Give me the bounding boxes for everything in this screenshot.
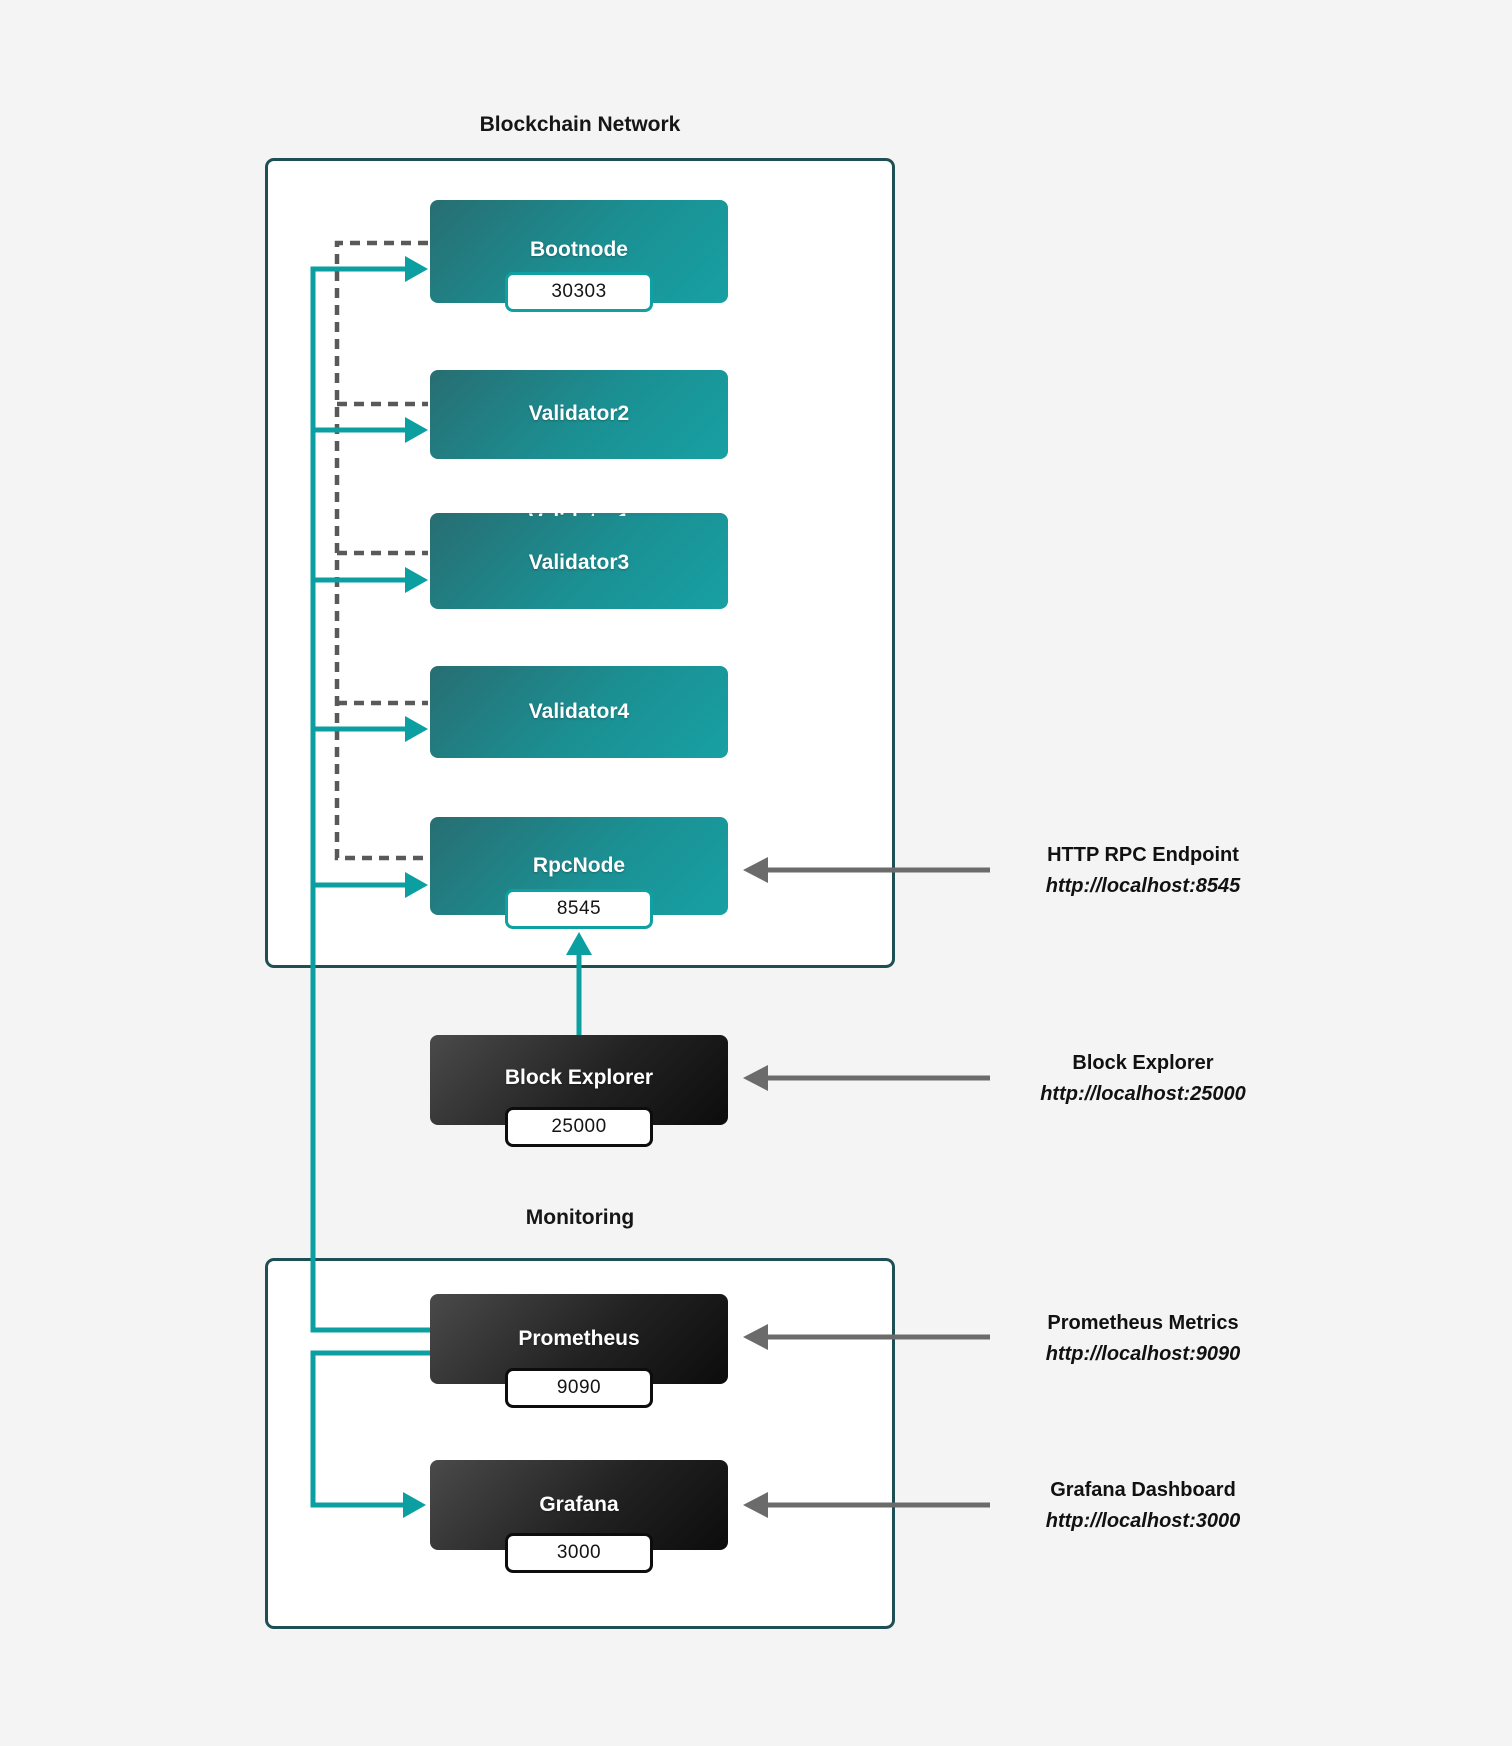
node-block-explorer-label: Block Explorer — [504, 1066, 654, 1089]
node-block-explorer-port-badge: 25000 — [505, 1107, 653, 1147]
node-validator4-label: Validator4 — [528, 700, 630, 723]
annotation-rpc-endpoint — [973, 840, 1313, 902]
node-prometheus-label: Prometheus — [518, 1327, 640, 1350]
node-grafana-label: Grafana — [539, 1493, 619, 1516]
node-grafana-port-badge: 3000 — [505, 1533, 653, 1573]
annotation-prometheus — [973, 1308, 1313, 1370]
node-prometheus — [430, 1294, 728, 1398]
annotation-grafana — [973, 1475, 1313, 1537]
node-validator4 — [430, 666, 728, 758]
node-bootnode-label: Bootnode — [530, 238, 628, 261]
node-rpcnode — [430, 817, 728, 919]
annotation-prometheus-title: Prometheus Metrics — [1047, 1312, 1239, 1334]
annotation-grafana-url: http://localhost:3000 — [1045, 1510, 1241, 1532]
gray-arrowhead-block-explorer — [743, 1065, 768, 1091]
node-bootnode — [430, 200, 728, 303]
blockchain-network-title: Blockchain Network — [479, 113, 681, 136]
node-prometheus-port-badge: 9090 — [505, 1368, 653, 1408]
node-grafana — [430, 1460, 728, 1563]
node-bootnode-port-badge: 30303 — [505, 272, 653, 312]
annotation-rpc-endpoint-title: HTTP RPC Endpoint — [1047, 844, 1239, 866]
monitoring-title: Monitoring — [525, 1206, 635, 1229]
annotation-block-explorer-url: http://localhost:25000 — [1040, 1083, 1246, 1105]
annotation-prometheus-url: http://localhost:9090 — [1045, 1343, 1241, 1365]
node-validator3 — [430, 516, 728, 609]
node-validator3-label: Validator3 — [528, 551, 630, 574]
annotation-rpc-endpoint-url: http://localhost:8545 — [1045, 875, 1241, 897]
annotation-block-explorer — [973, 1048, 1313, 1110]
annotation-grafana-title: Grafana Dashboard — [1050, 1479, 1236, 1501]
node-rpcnode-port-badge: 8545 — [505, 889, 653, 929]
node-rpcnode-label: RpcNode — [532, 854, 626, 877]
node-validator2 — [430, 370, 728, 459]
annotation-block-explorer-title: Block Explorer — [1072, 1052, 1214, 1074]
node-validator2-label: Validator2 — [528, 402, 630, 425]
node-block-explorer — [430, 1035, 728, 1137]
